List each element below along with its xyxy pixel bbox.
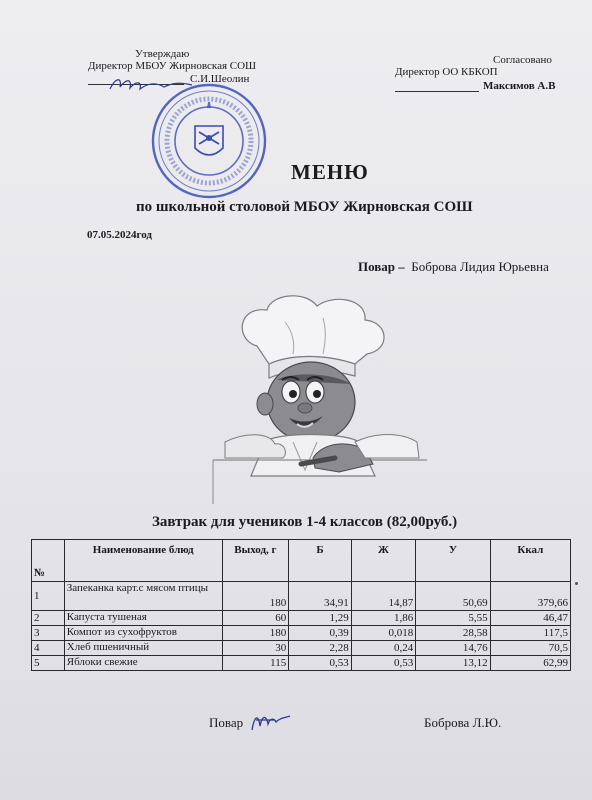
col-header-protein: Б [289,540,352,582]
dish-kcal: 117,5 [490,626,570,641]
col-header-number: № [32,540,65,582]
menu-table [31,539,571,671]
dish-fat: 14,87 [351,582,416,611]
row-number: 5 [32,656,65,671]
dish-protein: 0,39 [289,626,352,641]
footer-cook-label: Повар [209,715,244,730]
dish-output: 115 [222,656,289,671]
dish-output: 60 [222,611,289,626]
signature-icon [246,708,292,734]
dish-carbs: 50,69 [416,582,490,611]
dish-kcal: 70,5 [490,641,570,656]
dish-protein: 34,91 [289,582,352,611]
dish-kcal: 46,47 [490,611,570,626]
table-row [32,656,571,671]
page-title: МЕНЮ [291,160,369,184]
dish-name: Капуста тушеная [64,611,222,626]
page-subtitle: по школьной столовой МБОУ Жирновская СОШ [136,199,473,215]
dish-kcal: 379,66 [490,582,570,611]
cook-name: Боброва Лидия Юрьевна [411,259,549,274]
col-header-output: Выход, г [222,540,289,582]
dish-fat: 0,24 [351,641,416,656]
menu-date: 07.05.2024год [87,229,152,241]
col-header-carbs: У [416,540,490,582]
chef-illustration-icon [205,292,437,504]
dish-carbs: 28,58 [416,626,490,641]
row-number: 1 [32,582,65,611]
dish-carbs: 14,76 [416,641,490,656]
approve-name: С.И.Шеолин [190,73,250,85]
dish-fat: 0,53 [351,656,416,671]
footer-cook-name: Боброва Л.Ю. [424,715,502,730]
col-header-kcal: Ккал [490,540,570,582]
col-header-dish: Наименование блюд [64,540,222,582]
meal-title: Завтрак для учеников 1-4 классов (82,00руб.) [152,514,458,530]
school-stamp-icon [150,82,268,200]
table-row [32,641,571,656]
dish-carbs: 13,12 [416,656,490,671]
dish-output: 180 [222,626,289,641]
dish-name: Яблоки свежие [64,656,222,671]
signature-underline [395,91,479,92]
dish-protein: 1,29 [289,611,352,626]
cook-label: Повар – [358,259,405,274]
table-row [32,626,571,641]
agree-signature-line [395,80,555,92]
dish-name: Запеканка карт.с мясом птицы [64,582,222,611]
row-number: 3 [32,626,65,641]
dish-name: Компот из сухофруктов [64,626,222,641]
cook-line [358,259,549,275]
table-row [32,611,571,626]
dish-kcal: 62,99 [490,656,570,671]
dish-protein: 2,28 [289,641,352,656]
approve-position: Директор МБОУ Жирновская СОШ [88,60,257,72]
agree-name: Максимов А.В [483,80,556,92]
approve-title: Утверждаю [135,48,190,60]
table-header-row [32,540,571,582]
row-number: 2 [32,611,65,626]
row-number: 4 [32,641,65,656]
agree-title: Согласовано [493,54,552,66]
dish-fat: 1,86 [351,611,416,626]
dish-output: 180 [222,582,289,611]
dish-name: Хлеб пшеничный [64,641,222,656]
table-row [32,582,571,611]
ink-dot [575,582,578,585]
col-header-fat: Ж [351,540,416,582]
agree-position: Директор ОО КБКОП [395,66,498,78]
dish-fat: 0,018 [351,626,416,641]
dish-carbs: 5,55 [416,611,490,626]
dish-protein: 0,53 [289,656,352,671]
dish-output: 30 [222,641,289,656]
